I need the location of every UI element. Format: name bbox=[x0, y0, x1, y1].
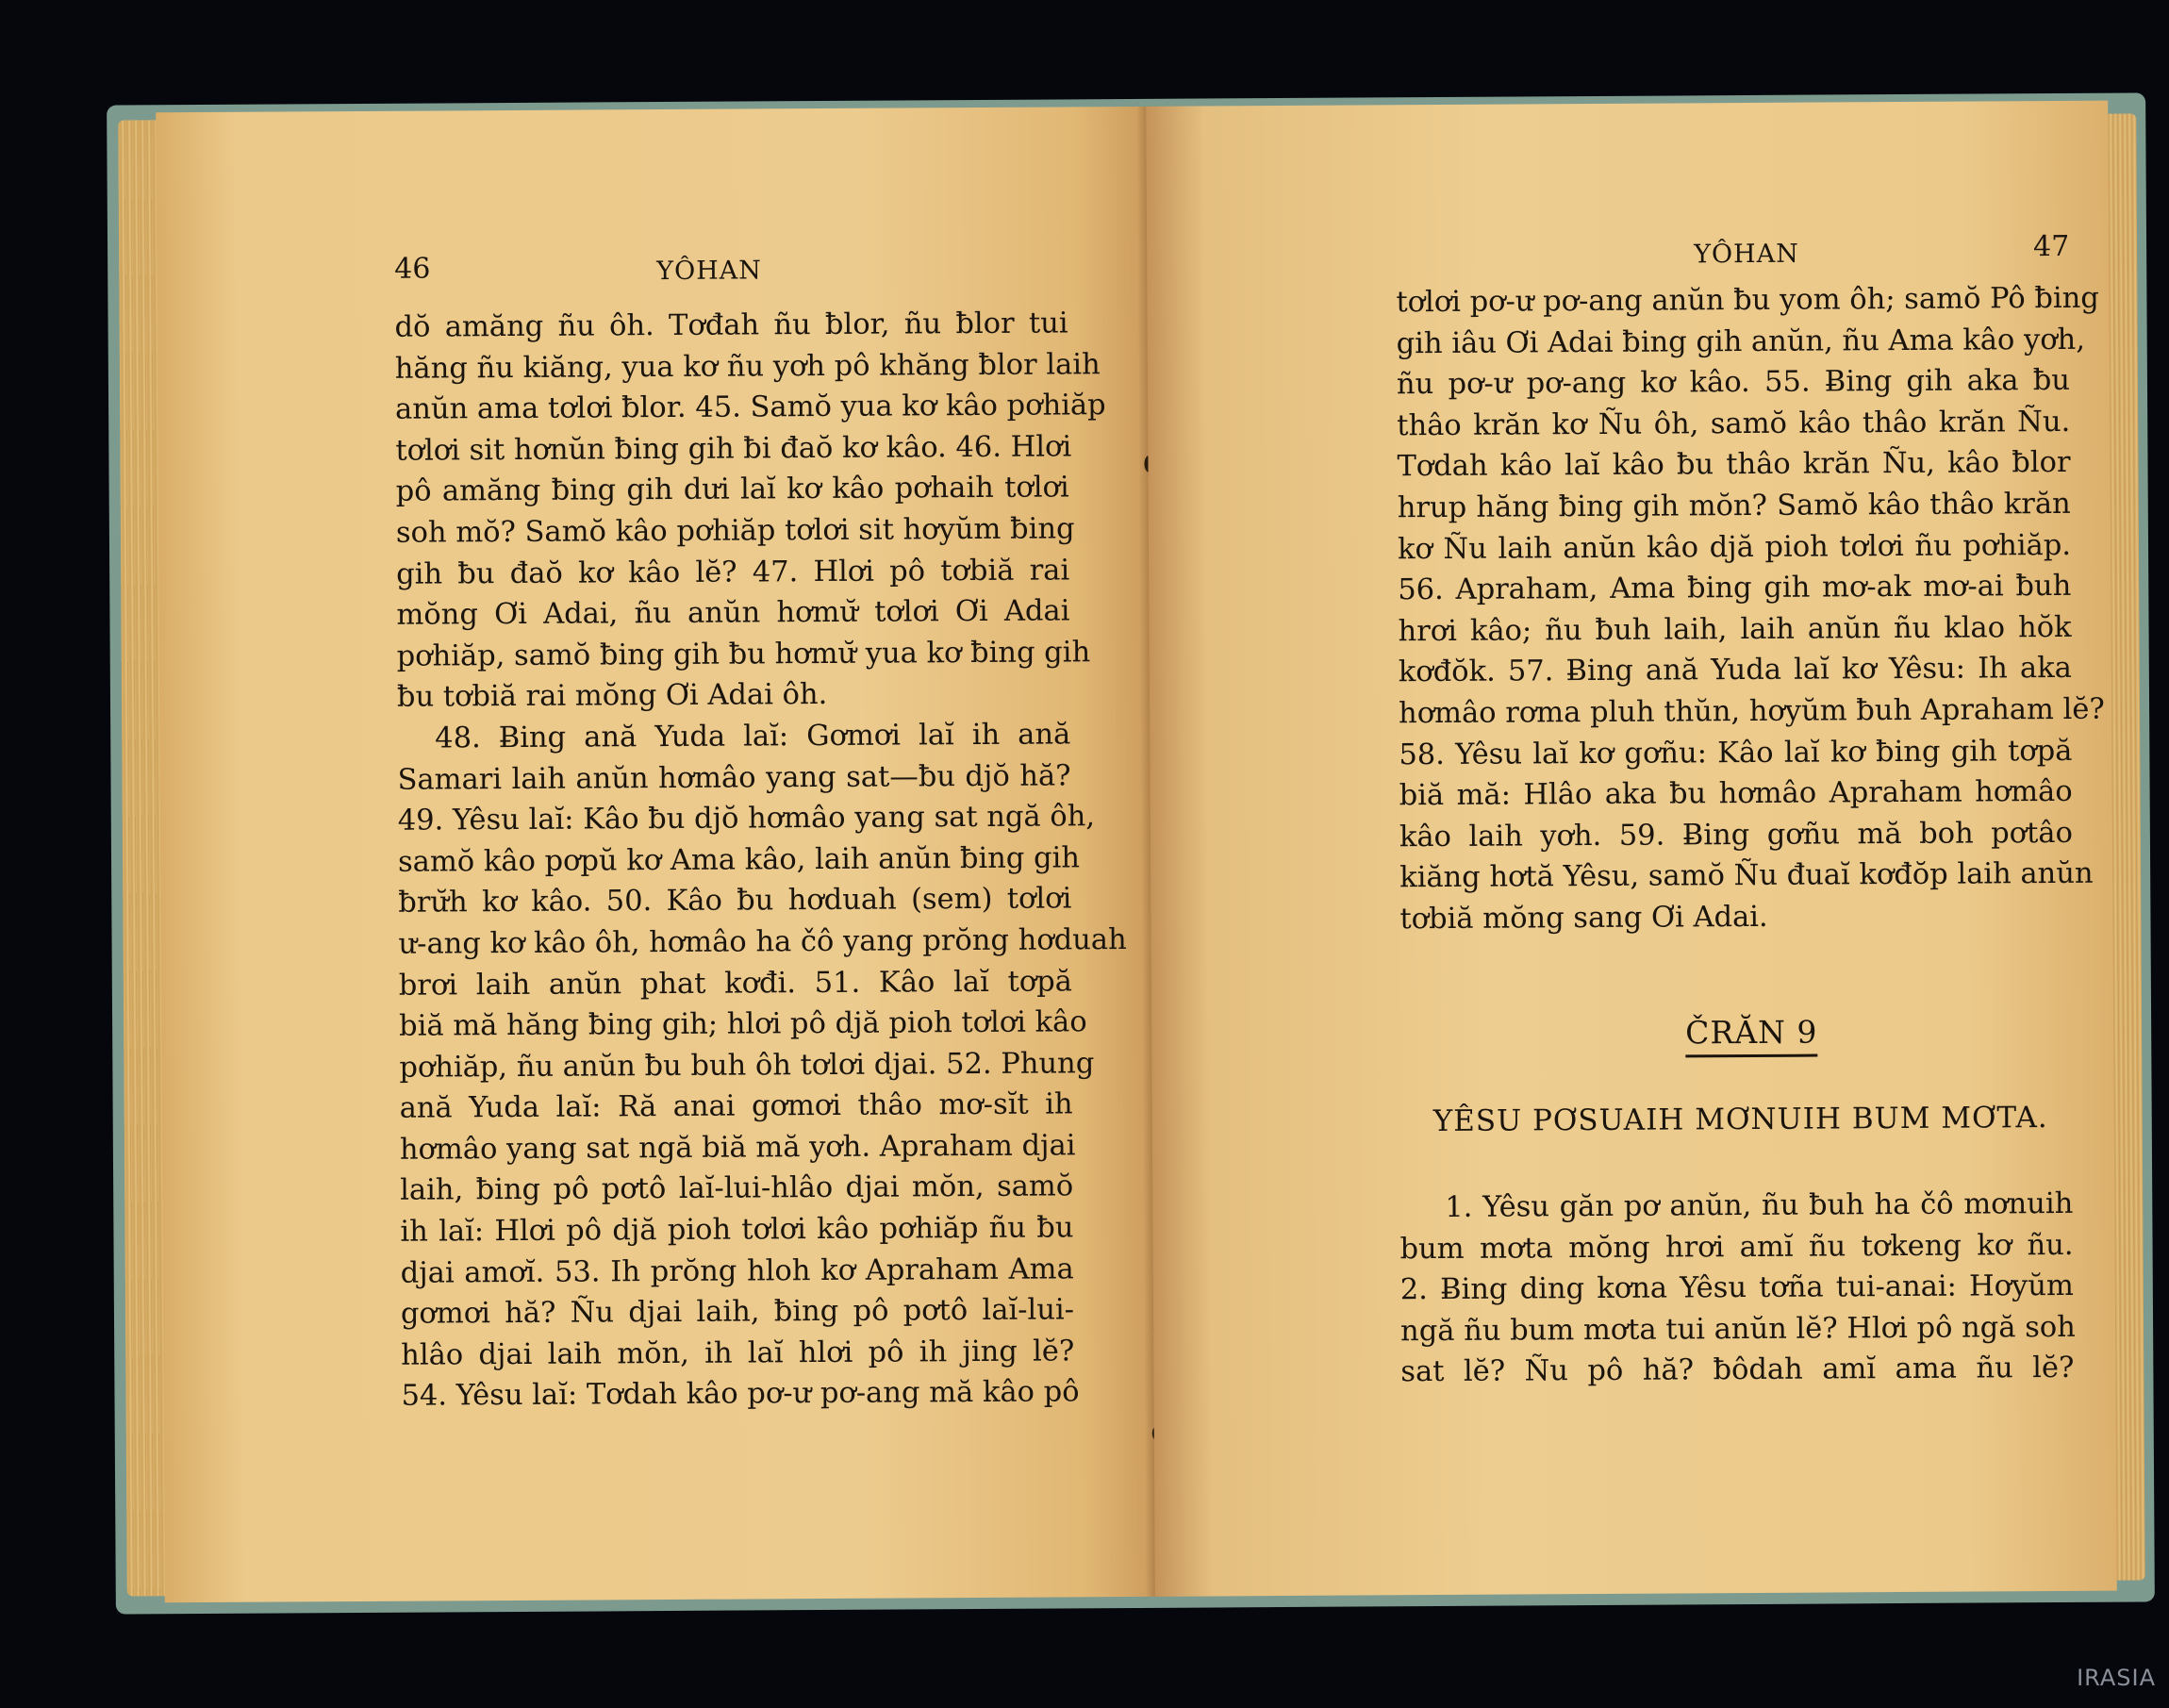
text-line: ñu pơ-ư pơ-ang kơ kâo. 55. Ƀing gih aka ƀu bbox=[1396, 364, 2071, 402]
left-page bbox=[156, 107, 1165, 1602]
text-line: hơmâo rơma pluh thŭn, hơyŭm ƀuh Apraham lĕ? bbox=[1399, 692, 2105, 731]
text-line: Samari laih anŭn hơmâo yang sat—ƀu djŏ hă? bbox=[397, 758, 1071, 797]
text-line: dŏ amăng ñu ôh. Tơđah ñu ƀlor, ñu ƀlor tui bbox=[394, 307, 1068, 344]
text-line: 48. Ƀing ană Yuda laĭ: Gơmơi laĭ ih ană bbox=[435, 718, 1071, 755]
text-line: laih, ƀing pô pơtô laĭ-lui-hlâo djai mŏn, samŏ bbox=[400, 1169, 1074, 1208]
text-line: kơ Ñu laih anŭn kâo djă pioh tơlơi ñu pơhiăp. bbox=[1397, 528, 2072, 566]
text-line: 58. Yêsu laĭ kơ gơñu: Kâo laĭ kơ ƀing gih tơpă bbox=[1399, 734, 2073, 771]
text-line: 54. Yêsu laĭ: Tơdah kâo pơ-ư pơ-ang mă kâo pô bbox=[401, 1375, 1080, 1414]
open-book bbox=[118, 100, 2145, 1602]
text-line: hlâo djai laih mŏn, ih laĭ hlơi pô ih jing lĕ? bbox=[401, 1335, 1075, 1372]
text-line: kiăng hơtă Yêsu, samŏ Ñu đuaĭ kơđŏp laih anŭn bbox=[1399, 857, 2094, 895]
text-line: hơmâo yang sat ngă biă mă yơh. Apraham djai bbox=[399, 1129, 1076, 1167]
text-line: hrơi kâo; ñu ƀuh laih, laih anŭn ñu klao hŏk bbox=[1398, 610, 2072, 649]
text-line: hrup hăng ƀing gih mŏn? Samŏ kâo thâo krăn bbox=[1397, 487, 2071, 525]
text-line: hăng ñu kiăng, yua kơ ñu yơh pô khăng ƀlor laih bbox=[394, 347, 1101, 386]
text-line: ngă ñu bum mơta tui anŭn lĕ? Hlơi pô ngă soh bbox=[1400, 1310, 2076, 1349]
text-line: ană Yuda laĭ: Ră anai gơmơi thâo mơ-sĭt ih bbox=[399, 1087, 1073, 1126]
text-line: pơhiăp, samŏ ƀing gih ƀu hơmư̆ yua kơ ƀing gih bbox=[396, 636, 1091, 673]
text-line: 49. Yêsu laĭ: Kâo ƀu djŏ hơmâo yang sat ngă ôh, bbox=[397, 800, 1096, 837]
text-line: djai amơĭ. 53. Ih prŏng hloh kơ Apraham Ama bbox=[400, 1252, 1074, 1290]
text-line: anŭn ama tơlơi ƀlor. 45. Samŏ yua kơ kâo pơhiăp bbox=[395, 389, 1106, 426]
text-line: sat lĕ? Ñu pô hă? ƀôdah amĭ ama ñu lĕ? bbox=[1400, 1351, 2075, 1389]
text-line: ư-ang kơ kâo ôh, hơmâo ha čô yang prŏng hơduah bbox=[398, 922, 1127, 961]
right-page-number: 47 bbox=[2032, 229, 2070, 264]
text-line: gih ƀu đaŏ kơ kâo lĕ? 47. Hlơi pô tơbiă rai bbox=[396, 553, 1070, 591]
text-line: kâo laih yơh. 59. Ƀing gơñu mă boh pơtâo bbox=[1399, 816, 2074, 854]
text-line: tơbiă mŏng sang Ơi Adai. bbox=[1399, 900, 1768, 937]
text-line: samŏ kâo pơpŭ kơ Ama kâo, laih anŭn ƀing gih bbox=[397, 841, 1081, 879]
left-body-text bbox=[394, 303, 1127, 1417]
right-page bbox=[1146, 101, 2117, 1597]
chapter-title: ČRĂN 9 bbox=[1685, 1014, 1818, 1058]
text-line: pô amăng ƀing gih dưi laĭ kơ kâo pơhaih tơlơi bbox=[395, 471, 1069, 509]
text-line: biă mă: Hlâo aka ƀu hơmâo Apraham hơmâo bbox=[1399, 775, 2073, 813]
text-line: gơmơi hă? Ñu djai laih, ƀing pô pơtô laĭ-lui- bbox=[400, 1293, 1075, 1331]
text-line: ƀu tơbiă rai mŏng Ơi Adai ôh. bbox=[396, 678, 828, 715]
text-line: pơhiăp, ñu anŭn ƀu buh ôh tơlơi djai. 52. Phung bbox=[399, 1046, 1095, 1085]
left-page-number: 46 bbox=[394, 252, 431, 286]
text-line: 1. Yêsu găn pơ anŭn, ñu ƀuh ha čô mơnuih bbox=[1445, 1186, 2074, 1224]
left-running-head: YÔHAN bbox=[656, 256, 762, 287]
text-line: 2. Ƀing ding kơna Yêsu tơña tui-anai: Hơyŭm bbox=[1399, 1269, 2074, 1307]
text-line: 56. Apraham, Ama ƀing gih mơ-ak mơ-ai ƀuh bbox=[1398, 570, 2072, 607]
text-line: mŏng Ơi Adai, ñu anŭn hơmư̆ tơlơi Ơi Adai bbox=[396, 594, 1070, 632]
right-running-head: YÔHAN bbox=[1694, 239, 1799, 270]
text-line: tơlơi sit hơnŭn ƀing gih ƀi đaŏ kơ kâo. 46. Hlơi bbox=[395, 430, 1072, 468]
text-line: brơi laih anŭn phat kơđi. 51. Kâo laĭ tơpă bbox=[398, 964, 1072, 1003]
text-line: soh mŏ? Samŏ kâo pơhiăp tơlơi sit hơyŭm ƀing bbox=[395, 512, 1075, 550]
section-title: YÊSU PƠSUAIH MƠNUIH BUM MƠTA. bbox=[1432, 1101, 2048, 1139]
watermark: IRASIA bbox=[2077, 1665, 2156, 1691]
text-line: kơđŏk. 57. Ƀing ană Yuda laĭ kơ Yêsu: Ih aka bbox=[1398, 652, 2072, 689]
text-line: thâo krăn kơ Ñu ôh, samŏ kâo thâo krăn Ñu. bbox=[1397, 405, 2071, 443]
right-body-text bbox=[1396, 278, 2105, 940]
text-line: biă mă hăng ƀing gih; hlơi pô djă pioh tơlơi kâo bbox=[399, 1005, 1087, 1043]
text-line: tơlơi pơ-ư pơ-ang anŭn ƀu yom ôh; samŏ Pô ƀing bbox=[1396, 281, 2099, 320]
text-line: ƀrư̆h kơ kâo. 50. Kâo ƀu hơduah (sem) tơlơi bbox=[398, 882, 1072, 920]
text-line: gih iâu Ơi Adai ƀing gih anŭn, ñu Ama kâo yơh, bbox=[1396, 323, 2086, 360]
text-line: Tơdah kâo laĭ kâo ƀu thâo krăn Ñu, kâo ƀlor bbox=[1397, 446, 2071, 484]
chapter-body-text bbox=[1399, 1184, 2074, 1393]
text-line: ih laĭ: Hlơi pô djă pioh tơlơi kâo pơhiăp ñu ƀu bbox=[400, 1211, 1074, 1249]
text-line: bum mơta mŏng hrơi amĭ ñu tơkeng kơ ñu. bbox=[1399, 1228, 2074, 1266]
